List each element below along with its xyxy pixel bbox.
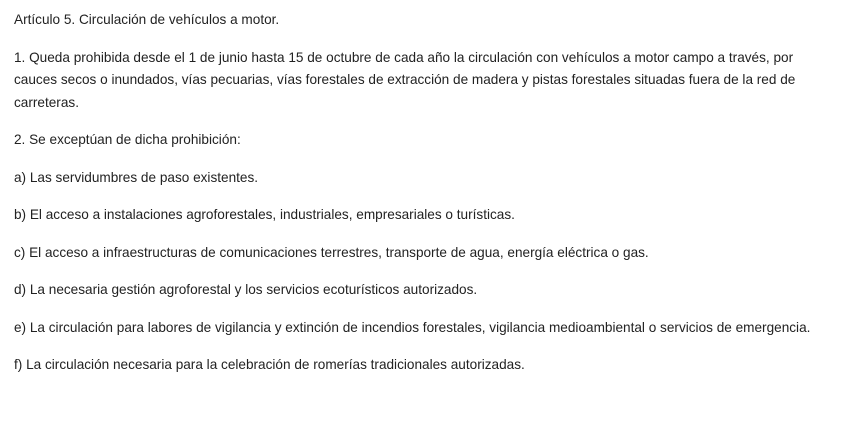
paragraph-1: 1. Queda prohibida desde el 1 de junio hasta 15 de octubre de cada año la circulación con vehículos a motor campo a través, por cauces secos o inundados, vías pecuarias, vías forestales de extracción de madera y pistas forestales situadas fuera de la red de carreteras. xyxy=(14,49,796,110)
article-heading: Artículo 5. Circulación de vehículos a motor. xyxy=(14,12,280,27)
exception-item-a: a) Las servidumbres de paso existentes. xyxy=(14,169,259,185)
article-body xyxy=(14,9,826,392)
exception-item-f: f) La circulación necesaria para la celebración de romerías tradicionales autorizadas. xyxy=(14,357,525,372)
exception-item-b: b) El acceso a instalaciones agroforestales, industriales, empresariales o turísticas. xyxy=(14,207,515,222)
exception-item-c: c) El acceso a infraestructuras de comunicaciones terrestres, transporte de agua, energía eléctrica o gas. xyxy=(14,244,649,260)
exception-item-d: d) La necesaria gestión agroforestal y los servicios ecoturísticos autorizados. xyxy=(14,282,478,297)
paragraph-2: 2. Se exceptúan de dicha prohibición: xyxy=(14,132,241,147)
exception-item-e: e) La circulación para labores de vigilancia y extinción de incendios forestales, vigilancia medioambiental o servicios de emergencia. xyxy=(14,319,811,335)
